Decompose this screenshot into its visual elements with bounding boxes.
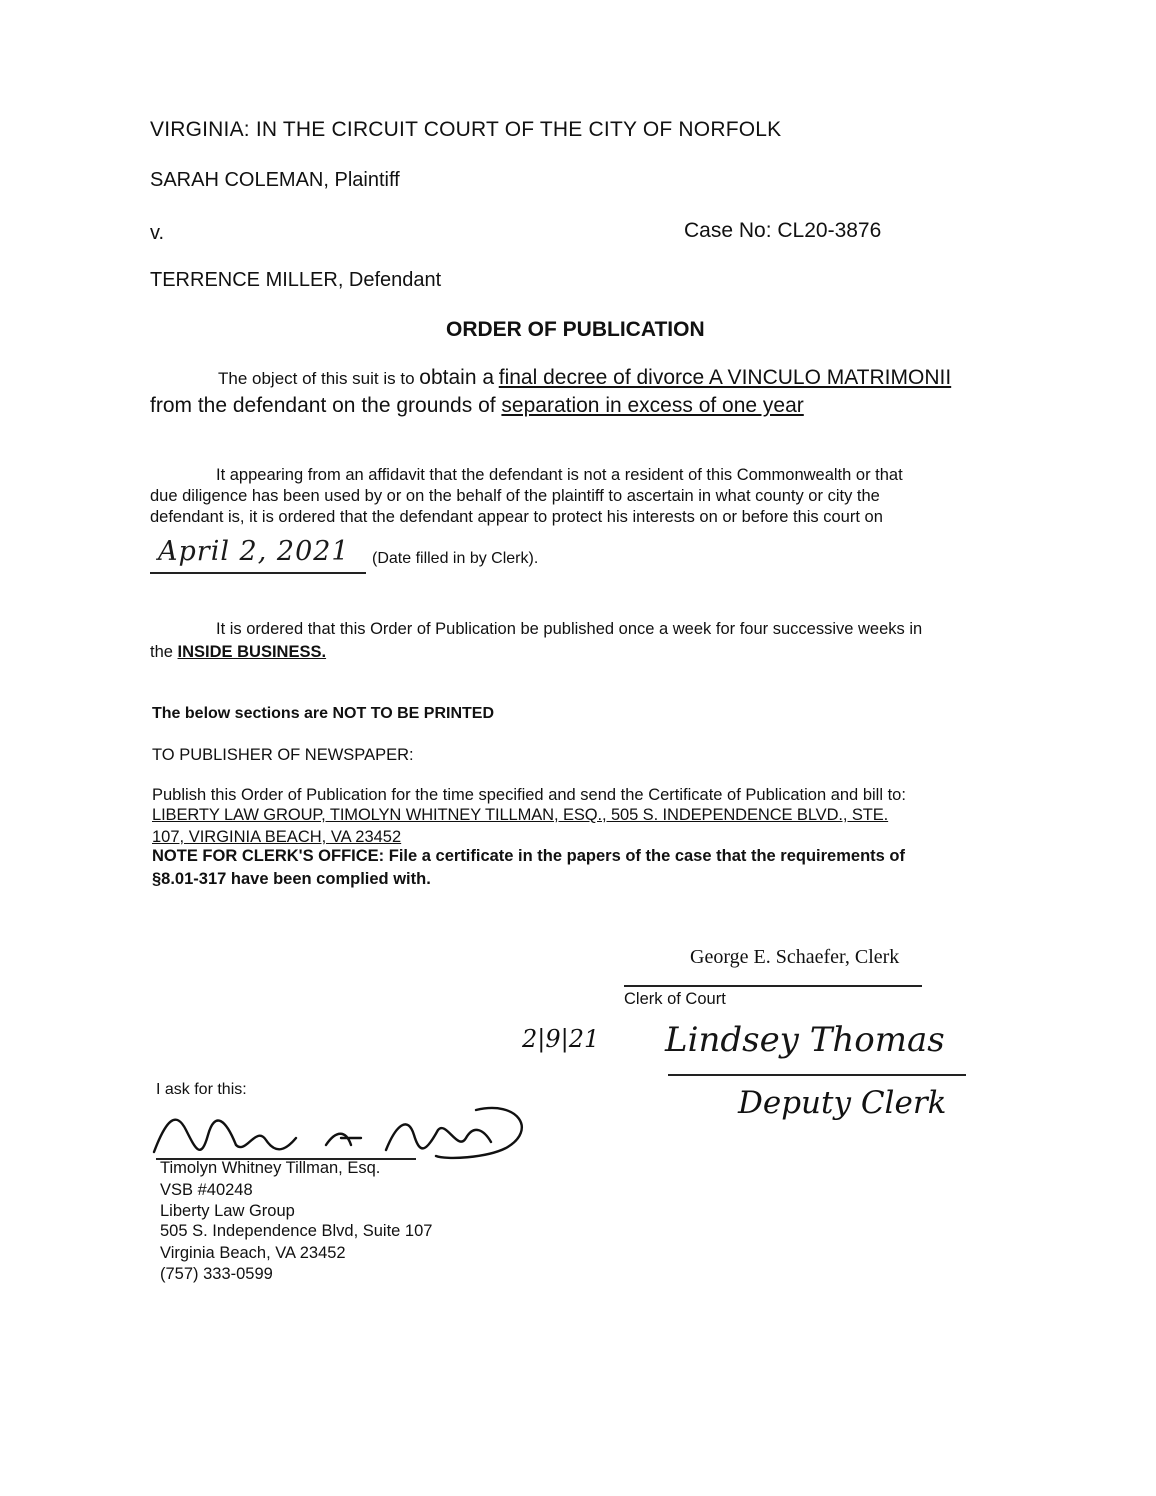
publication-prefix: the	[150, 643, 173, 661]
attorney-phone: (757) 333-0599	[160, 1265, 273, 1283]
appearing-line-2: due diligence has been used by or on the behalf of the plaintiff to ascertain in what county or city the	[150, 487, 880, 505]
grounds-intro: from the defendant on the grounds of	[150, 394, 496, 417]
not-printed-notice: The below sections are NOT TO BE PRINTED	[152, 705, 494, 722]
attorney-name: Timolyn Whitney Tillman, Esq.	[160, 1159, 381, 1177]
document-title: ORDER OF PUBLICATION	[446, 318, 705, 341]
object-line-2	[150, 394, 804, 418]
to-publisher: TO PUBLISHER OF NEWSPAPER:	[152, 746, 414, 764]
clerk-label: Clerk of Court	[624, 990, 726, 1008]
attorney-firm: Liberty Law Group	[160, 1202, 295, 1220]
attorney-vsb: VSB #40248	[160, 1181, 253, 1199]
grounds: separation in excess of one year	[501, 394, 804, 417]
object-line-1	[218, 366, 951, 390]
versus: v.	[150, 222, 165, 244]
clerk-name: George E. Schaefer, Clerk	[690, 946, 900, 968]
appearance-date-field	[150, 538, 366, 574]
signed-date: 2|9|21	[522, 1025, 600, 1053]
appearing-line-3: defendant is, it is ordered that the defendant appear to protect his interests on or before this court on	[150, 508, 883, 526]
defendant-line: TERRENCE MILLER, Defendant	[150, 269, 442, 291]
attorney-city: Virginia Beach, VA 23452	[160, 1244, 346, 1262]
publish-line-1: Publish this Order of Publication for the time specified and send the Certificate of Publication and bill to:	[152, 786, 906, 804]
appearance-date-handwritten: April 2, 2021	[158, 536, 350, 567]
case-number: Case No: CL20-3876	[684, 219, 882, 242]
clerk-note-line-2: §8.01-317 have been complied with.	[152, 870, 431, 888]
deputy-label: Deputy Clerk	[738, 1085, 947, 1121]
date-note: (Date filled in by Clerk).	[372, 550, 539, 567]
plaintiff-line: SARAH COLEMAN, Plaintiff	[150, 169, 400, 191]
clerk-signature-line	[624, 985, 922, 987]
publish-line-3: 107, VIRGINIA BEACH, VA 23452	[152, 828, 402, 846]
attorney-street: 505 S. Independence Blvd, Suite 107	[160, 1222, 433, 1240]
newspaper-name: INSIDE BUSINESS.	[177, 643, 327, 661]
object-purpose: final decree of divorce A VINCULO MATRIMONII	[498, 366, 952, 389]
object-intro: The object of this suit is to	[218, 369, 415, 388]
deputy-signature: Lindsey Thomas	[665, 1020, 945, 1060]
publication-order-line-2	[150, 643, 326, 662]
publish-line-2: LIBERTY LAW GROUP, TIMOLYN WHITNEY TILLMAN, ESQ., 505 S. INDEPENDENCE BLVD., STE.	[152, 806, 889, 824]
ask-for-this: I ask for this:	[156, 1081, 247, 1098]
clerk-note-line-1: NOTE FOR CLERK'S OFFICE: File a certificate in the papers of the case that the requirements of	[152, 847, 905, 865]
appearing-line-1: It appearing from an affidavit that the defendant is not a resident of this Commonwealth or that	[216, 466, 903, 484]
object-obtain: obtain a	[419, 366, 495, 389]
court-heading: VIRGINIA: IN THE CIRCUIT COURT OF THE CITY OF NORFOLK	[150, 118, 782, 141]
deputy-signature-line	[668, 1074, 966, 1076]
publication-order-line-1: It is ordered that this Order of Publication be published once a week for four successive weeks in	[216, 620, 923, 638]
